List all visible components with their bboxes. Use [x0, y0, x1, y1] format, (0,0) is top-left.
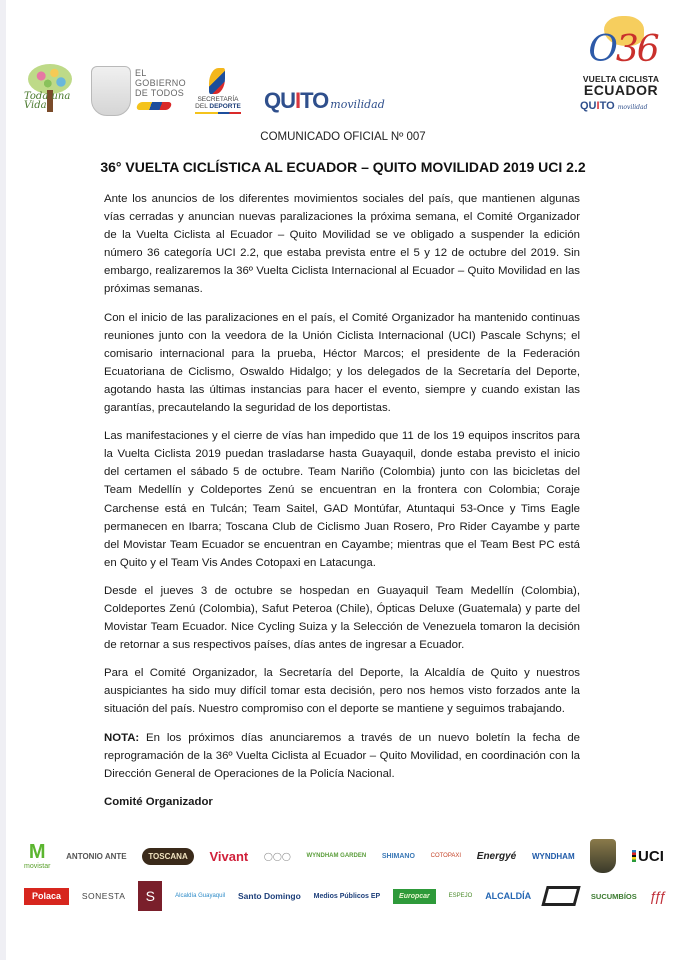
gobierno-de-todos-logo [91, 66, 186, 116]
sucumbios-logo: SUCUMBÍOS [590, 891, 637, 901]
vq-qu: QU [580, 100, 597, 112]
energy-logo: Energyé [476, 850, 517, 862]
sponsor-logos [24, 836, 664, 916]
sonesta-logo: SONESTA [81, 890, 126, 901]
secretaria-line-1: SECRETARÍA [197, 96, 239, 103]
note-label: NOTA: [104, 731, 140, 744]
gobierno-line-3: DE TODOS [135, 88, 185, 98]
federacion-ciclismo-logo: ƒƒƒ [649, 887, 664, 904]
sponsor-row-2 [24, 876, 664, 916]
paragraph-2: Con el inicio de las paralizaciones en el país, el Comité Organizador ha mantenido continuas reuniones junto con la veedora de la Unión Ciclista Internacional (UCI) Pascale Schyns; el comisario internacional para la prueba, Héctor Marcos; el presidente de la Federación Ecuatoriana de Ciclismo, Oswaldo Hidalgo; y los delegados de la Secretaría del Deporte, agotando hasta las últimas instancias para hacer el evento, siempre y cuando existan las garantías, precautelando la seguridad de los deportistas. [104, 311, 580, 415]
movilidad-script: movilidad [330, 98, 385, 111]
optica-logo [541, 886, 580, 906]
toscana-logo: TOSCANA [142, 848, 193, 865]
secretaria-line-2 [193, 103, 243, 110]
movistar-text: movistar [24, 862, 51, 870]
secretaria-del-deporte-logo [193, 68, 243, 116]
paragraph-1: Ante los anuncios de los diferentes movimientos sociales del país, que mantienen algunas vías cerradas y anuncian nuevas paralizaciones la próxima semana, el Comité Organizador de la Vuelta Ciclista al Ecuador – Quito Movilidad se ve obligado a suspender la edición número 36 categoría UCI 2.2, que estaba prevista entre el 5 y 12 de octubre del 2019. Sin embargo, realizaremos la 36º Vuelta Ciclista Internacional al Ecuador – Quito Movilidad en las próximas semanas. [104, 193, 580, 296]
note-paragraph [104, 729, 580, 783]
paragraph-5: Para el Comité Organizador, la Secretaría del Deporte, la Alcaldía de Quito y nuestros auspiciantes ha sido muy difícil tomar esta decisión, pero nos hemos visto forzados ante la situación del país. Nuestro compromiso con el deporte se mantiene y seguimos trabajando. [104, 667, 580, 716]
alcaldia-logo: ALCALDÍA [485, 890, 532, 901]
toda-una-vida-text: Toda una Vida [24, 91, 71, 111]
quito-movilidad-logo [264, 88, 404, 116]
quito-to: TO [300, 88, 329, 113]
document-title: 36° VUELTA CICLÍSTICA AL ECUADOR – QUITO MOVILIDAD 2019 UCI 2.2 [100, 159, 586, 175]
vuelta-36-mark [580, 30, 666, 70]
cotopaxi-logo: COTOPAXI [430, 852, 462, 859]
shimano-logo: SHIMANO [381, 852, 415, 860]
wyndham-logo: WYNDHAM [531, 851, 575, 861]
quito-wordmark [264, 88, 328, 113]
alcaldia-guayaquil-logo: Alcaldía Guayaquil [175, 892, 226, 899]
polaca-logo: Polaca [24, 888, 69, 905]
comunicado-number: COMUNICADO OFICIAL Nº 007 [260, 131, 426, 143]
movistar-logo [24, 842, 50, 871]
gobierno-line-2: GOBIERNO [135, 78, 186, 88]
santo-domingo-logo: Santo Domingo [238, 891, 301, 901]
movistar-m-icon: M [28, 840, 46, 863]
coat-of-arms-icon [91, 66, 131, 116]
wyndham-garden-logo: WYNDHAM GARDEN [306, 852, 367, 859]
quito-i: I [295, 88, 301, 113]
flag-ribbon-icon [136, 102, 173, 110]
vuelta-ciclista-text: VUELTA CICLISTA [582, 74, 660, 84]
secretaria-deporte: DEPORTE [209, 103, 241, 110]
medios-publicos-logo: Medios Públicos EP [313, 892, 381, 900]
toda-una-vida-logo [24, 62, 76, 114]
sponsor-row-1 [24, 836, 664, 876]
espejo-logo: ESPEJO [448, 892, 473, 899]
vivant-logo: Vivant [209, 848, 249, 864]
secretaria-del: DEL [195, 103, 210, 110]
gobierno-text [135, 68, 186, 98]
wheel-o: O [588, 29, 616, 70]
uci-logo: UCI [632, 850, 664, 862]
antonio-ante-logo: ANTONIO ANTE [66, 851, 127, 861]
vq-i: I [596, 100, 600, 112]
ecuador-text: ECUADOR [583, 82, 659, 98]
signature: Comité Organizador [104, 795, 213, 808]
vuelta-ciclista-ecuador-logo [576, 16, 666, 116]
flag-bar [195, 112, 241, 114]
paragraph-4: Desde el jueves 3 de octubre se hospedan en Guayaquil Team Medellín (Colombia), Coldeportes Zenú (Colombia), Safut Peteroa (Chile), Ópticas Deluxe (Guatemala) y parte del Movistar Team Ecuador. Nice Cycling Suiza y la Selección de Venezuela tomaron la decisión de retornar a sus respectivos países, días antes de ingresar a Ecuador. [104, 584, 580, 652]
police-emblem-logo [590, 839, 616, 873]
secretaria-text [193, 96, 243, 110]
note-text: En los próximos días anunciaremos a través de un nuevo boletín la fecha de reprogramación de la 36º Vuelta Ciclista al Ecuador – Quito Movilidad, en coordinación con la Dirección General de Operaciones de la Policía Nacional. [104, 731, 580, 780]
europcar-logo: Europcar [393, 889, 436, 904]
vuelta-quito-text [580, 100, 670, 112]
document-body [104, 190, 580, 821]
left-edge-strip [0, 0, 6, 960]
gobierno-line-1: EL [135, 68, 147, 78]
flame-icon [209, 68, 225, 94]
quito-qu: QU [264, 88, 295, 113]
paragraph-3: Las manifestaciones y el cierre de vías han impedido que 11 de los 19 equipos inscritos para la Vuelta Ciclista 2019 puedan trasladarse hasta Guayaquil, donde estaba previsto el inicio del certamen el sábado 5 de octubre. Team Nariño (Colombia) junto con las bicicletas del Team Medellín y Coldeportes Zenú se encuentran en la frontera con Colombia; Coraje Carchense está en Tulcán; Team Saitel, GAD Montúfar, Atuntaqui 53-Once y Tims Eagle permanecen en Ibarra; Toscana Club de Ciclismo Juan Rosero, Pro Rider Cayambe y parte del Movistar Team Ecuador se encuentran en Cayambe; mientras que el Team Best PC está en Quito y el Team Vis Andes Cotopaxi en Latacunga. [104, 430, 580, 569]
number-36: 36 [615, 29, 658, 70]
vq-to: TO [599, 100, 615, 112]
s-hotel-logo: S [138, 881, 162, 911]
olympic-committee-logo: ◯◯◯ [263, 851, 291, 861]
vq-movilidad: movilidad [617, 104, 648, 111]
